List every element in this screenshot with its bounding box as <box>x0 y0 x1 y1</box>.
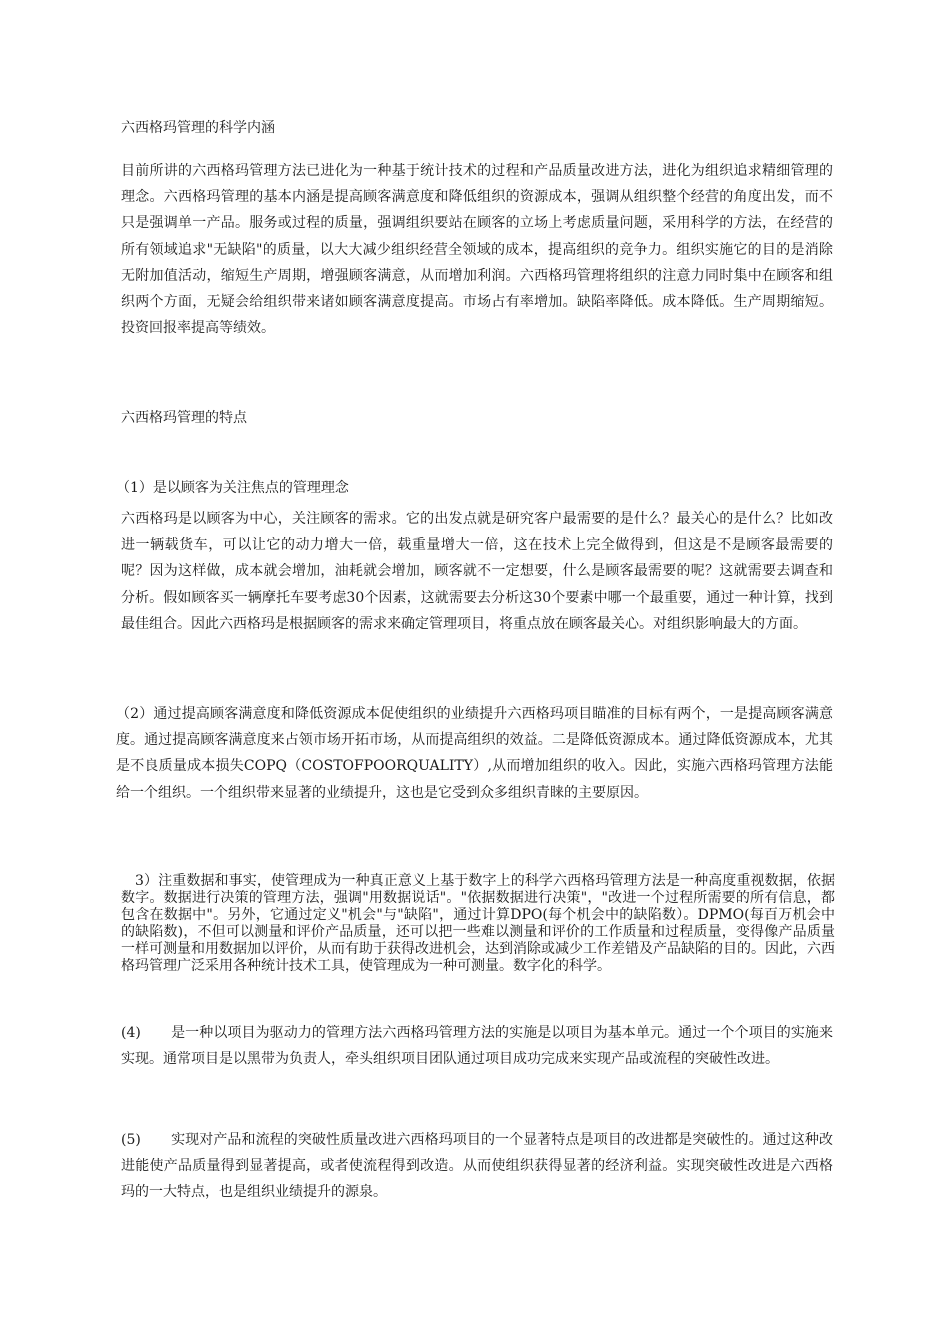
point-1-body: 六西格玛是以顾客为中心，关注顾客的需求。它的出发点就是研究客户最需要的是什么？最关心的是什么？比如改进一辆载货车，可以让它的动力增大一倍，载重量增大一倍，这在技术上完全做得到，但这是不是顾客最需要的呢？因为这样做，成本就会增加，油耗就会增加，顾客就不一定想要，什么是顾客最需要的呢？这就需要去调查和分析。假如顾客买一辆摩托车要考虑30个因素，这就需要去分析这30个要素中哪一个最重要，通过一种计算，找到最佳组合。因此六西格玛是根据顾客的需求来确定管理项目，将重点放在顾客最关心。对组织影响最大的方面。 <box>121 511 833 632</box>
point-5-number: (5) <box>121 1132 141 1148</box>
point-4-number: (4) <box>121 1025 141 1041</box>
point-4-body: 是一种以项目为驱动力的管理方法六西格玛管理方法的实施是以项目为基本单元。通过一个个项目的实施来实现。通常项目是以黑带为负责人，牵头组织项目团队通过项目成功完成来实现产品或流程的突破性改进。 <box>121 1025 833 1068</box>
point-2-paragraph: （2）通过提高顾客满意度和降低资源成本促使组织的业绩提升六西格玛项目瞄准的目标有两个，一是提高顾客满意度。通过提高顾客满意度来占领市场开拓市场，从而提高组织的效益。二是降低资源成本。通过降低资源成本，尤其是不良质量成本损失COPQ（COSTOFPOORQUALITY）,从而增加组织的收入。因此，实施六西格玛管理方法能给一个组织。一个组织带来显著的业绩提升，这也是它受到众多组织青睐的主要原因。 <box>116 706 833 801</box>
section-title-features: 六西格玛管理的特点 <box>121 410 247 426</box>
point-1-title: （1）是以顾客为关注焦点的管理理念 <box>116 480 349 496</box>
section-title-science: 六西格玛管理的科学内涵 <box>121 120 275 136</box>
point-4-paragraph <box>121 1020 833 1072</box>
intro-paragraph: 目前所讲的六西格玛管理方法已进化为一种基于统计技术的过程和产品质量改进方法，进化为组织追求精细管理的理念。六西格玛管理的基本内涵是提高顾客满意度和降低组织的资源成本，强调从组织整个经营的角度出发，而不只是强调单一产品。服务或过程的质量，强调组织要站在顾客的立场上考虑质量问题，采用科学的方法，在经营的所有领域追求"无缺陷"的质量，以大大减少组织经营全领域的成本，提高组织的竞争力。组织实施它的目的是消除无附加值活动，缩短生产周期，增强顾客满意，从而增加利润。六西格玛管理将组织的注意力同时集中在顾客和组织两个方面，无疑会给组织带来诸如顾客满意度提高。市场占有率增加。缺陷率降低。成本降低。生产周期缩短。投资回报率提高等绩效。 <box>121 163 833 337</box>
point-3-paragraph: 3）注重数据和事实，使管理成为一种真正意义上基于数字上的科学六西格玛管理方法是一种高度重视数据，依据数字。数据进行决策的管理方法，强调"用数据说话"。"依据数据进行决策"，"改进一个过程所需要的所有信息，都包含在数据中"。另外，它通过定义"机会"与"缺陷"，通过计算DPO(每个机会中的缺陷数）。DPMO(每百万机会中的缺陷数)，不但可以测量和评价产品质量，还可以把一些难以测量和评价的工作质量和过程质量，变得像产品质量一样可测量和用数据加以评价，从而有助于获得改进机会，达到消除或减少工作差错及产品缺陷的目的。因此，六西格玛管理广泛采用各种统计技术工具，使管理成为一种可测量。数字化的科学。 <box>121 873 835 974</box>
point-5-paragraph <box>121 1127 833 1206</box>
point-5-body: 实现对产品和流程的突破性质量改进六西格玛项目的一个显著特点是项目的改进都是突破性的。通过这种改进能使产品质量得到显著提高，或者使流程得到改造。从而使组织获得显著的经济利益。实现突破性改进是六西格玛的一大特点，也是组织业绩提升的源泉。 <box>121 1132 833 1201</box>
